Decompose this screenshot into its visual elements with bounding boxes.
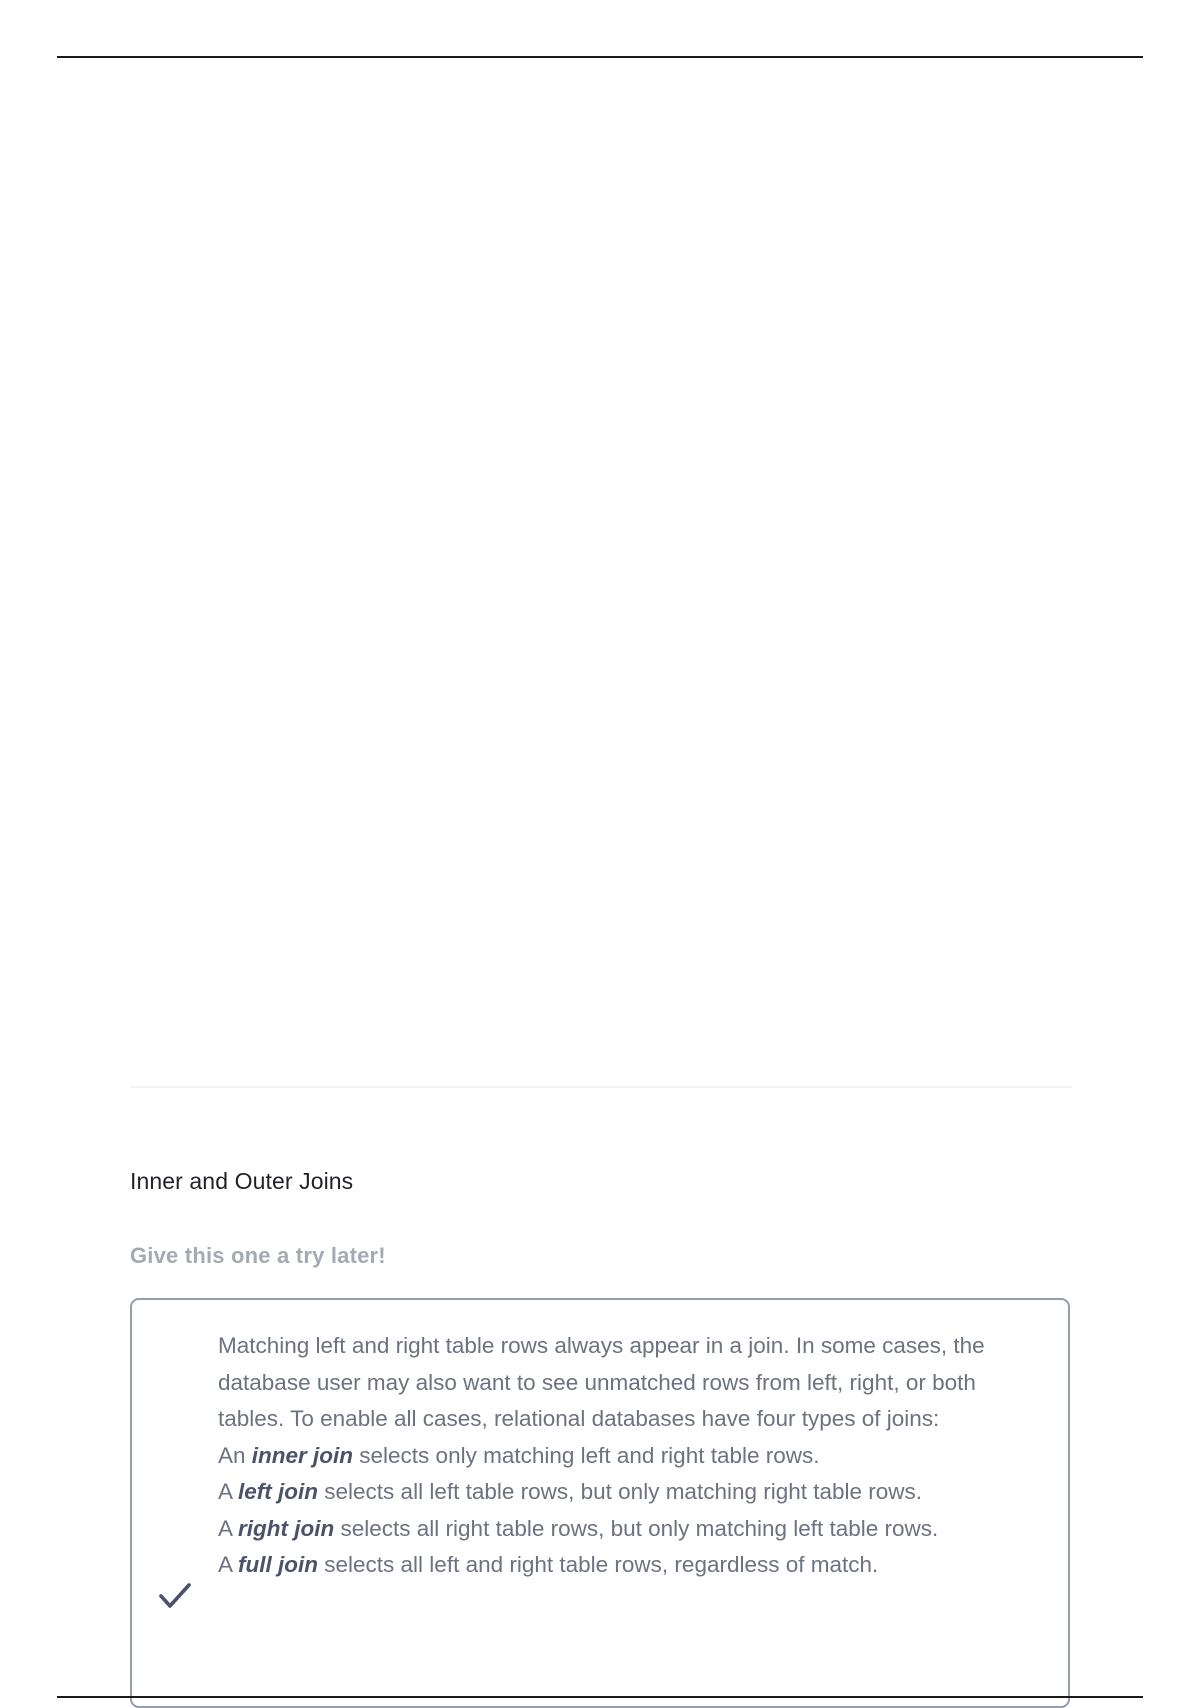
join-item-right [218, 1511, 1048, 1548]
join-item-left [218, 1474, 1048, 1511]
join-item-description: selects all left and right table rows, regardless of match. [318, 1552, 879, 1577]
check-icon [158, 1581, 192, 1611]
join-item-prefix: A [218, 1479, 239, 1504]
join-item-inner [218, 1438, 1048, 1475]
page-bottom-rule [57, 1696, 1143, 1698]
section-divider [130, 1086, 1072, 1088]
section-title: Inner and Outer Joins [130, 1168, 354, 1194]
answer-box [130, 1298, 1070, 1708]
join-term: full join [238, 1552, 319, 1577]
join-item-description: selects all right table rows, but only matching left table rows. [334, 1515, 939, 1541]
join-term: inner join [251, 1442, 354, 1468]
join-term: left join [238, 1479, 319, 1504]
join-term: right join [238, 1515, 335, 1541]
answer-intro: Matching left and right table rows always appear in a join. In some cases, the database user may also want to see unmatched rows from left, right, or both tables. To enable all cases, relational databases have four types of joins: [218, 1333, 985, 1431]
join-item-prefix: A [218, 1515, 239, 1541]
join-item-prefix: A [218, 1552, 239, 1577]
try-later-note: Give this one a try later! [130, 1243, 386, 1268]
page-top-rule [57, 56, 1143, 58]
join-item-full [218, 1547, 1048, 1584]
join-item-description: selects all left table rows, but only matching right table rows. [318, 1479, 923, 1504]
join-item-prefix: An [218, 1442, 252, 1468]
join-item-description: selects only matching left and right table rows. [353, 1442, 820, 1468]
answer-text [218, 1328, 1048, 1584]
